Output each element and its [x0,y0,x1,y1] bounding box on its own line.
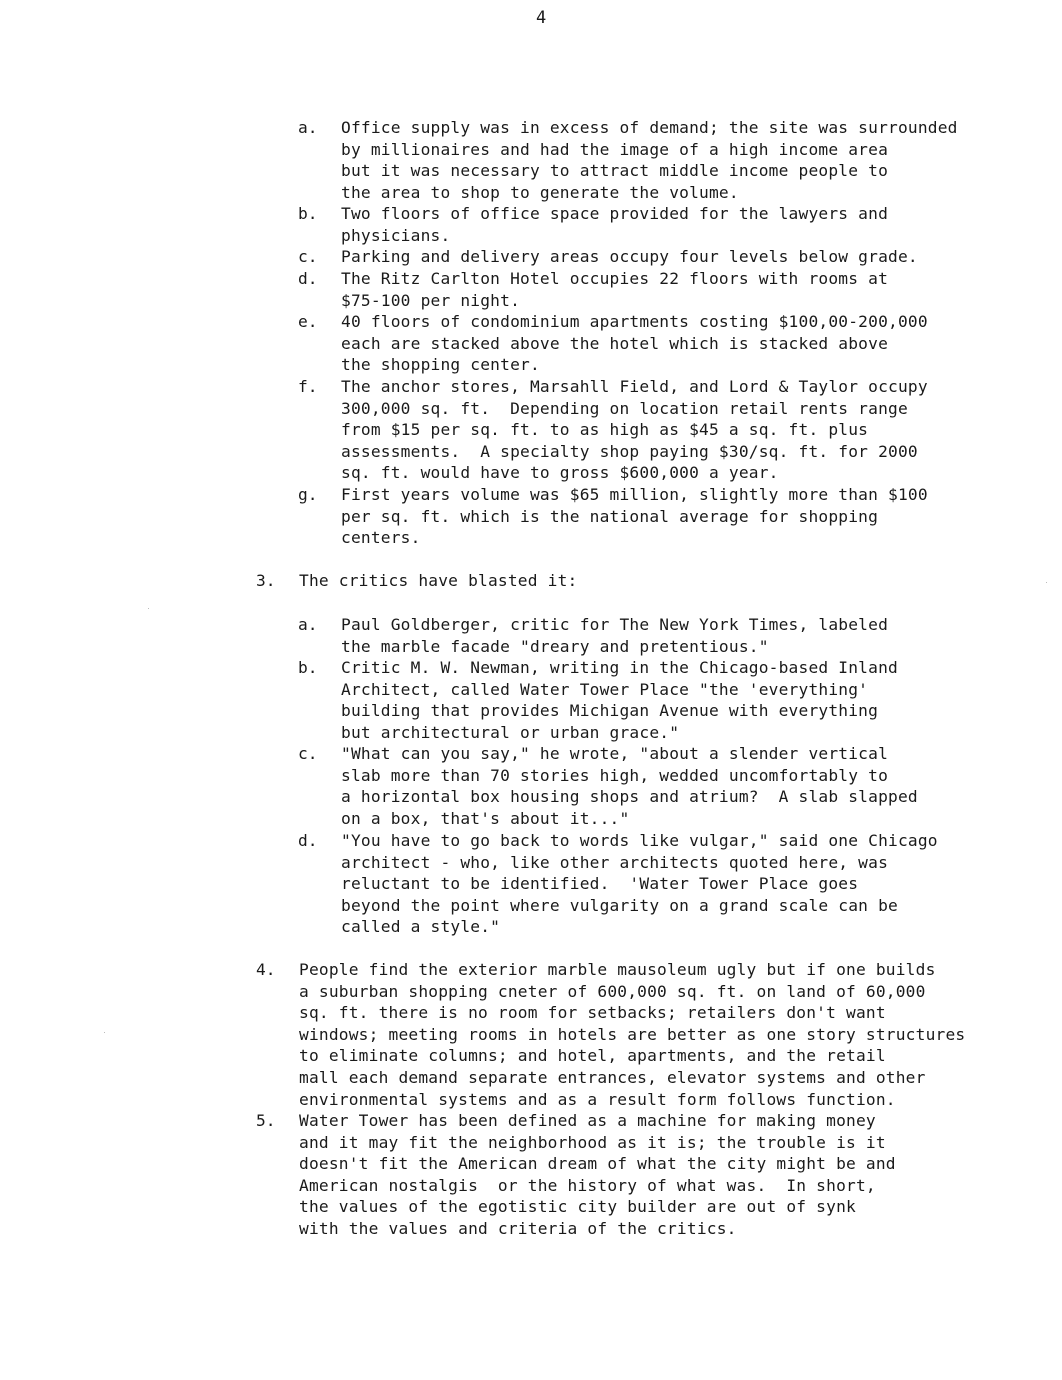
text-line: Two floors of office space provided for the lawyers and [341,204,889,223]
text-line: "You have to go back to words like vulgar," said one Chicago [341,831,938,850]
item-label: c. [298,744,318,763]
text-line: by millionaires and had the image of a high income area [341,139,889,159]
item-label: d. [298,269,318,288]
text-line: The Ritz Carlton Hotel occupies 22 floors with rooms at [341,269,889,288]
text-line: the marble facade "dreary and pretentious." [341,636,769,656]
scan-speck [1046,582,1047,583]
text-line: building that provides Michigan Avenue with everything [341,701,879,721]
item-label: 3. [256,571,276,590]
text-line: Office supply was in excess of demand; the site was surrounded [341,118,958,137]
text-line: assessments. A specialty shop paying $30/sq. ft. for 2000 [341,441,918,461]
item-label: e. [298,312,318,331]
text-line: First years volume was $65 million, slightly more than $100 [341,485,928,504]
text-line: slab more than 70 stories high, wedded uncomfortably to [341,765,889,785]
text-line: and it may fit the neighborhood as it is; the trouble is it [299,1132,886,1152]
text-line: physicians. [341,225,451,245]
item-label: 4. [256,960,276,979]
scan-speck [104,1032,105,1033]
text-line: American nostalgis or the history of what was. In short, [299,1175,876,1195]
text-line: Architect, called Water Tower Place "the 'everything' [341,679,869,699]
item-label: a. [298,118,318,137]
text-line: 40 floors of condominium apartments costing $100,00-200,000 [341,312,928,331]
text-line: called a style." [341,917,501,937]
text-line: architect - who, like other architects quoted here, was [341,852,889,872]
text-line: the values of the egotistic city builder are out of synk [299,1197,856,1217]
text-line: a horizontal box housing shops and atrium? A slab slapped [341,787,918,807]
text-line: The critics have blasted it: [299,571,578,590]
text-line: the area to shop to generate the volume. [341,182,739,202]
text-line: windows; meeting rooms in hotels are better as one story structures [299,1024,966,1044]
item-label: a. [298,615,318,634]
text-line: reluctant to be identified. 'Water Tower Place goes [341,874,859,894]
text-line: with the values and criteria of the critics. [299,1219,737,1238]
text-line: each are stacked above the hotel which is stacked above [341,333,889,353]
text-line: beyond the point where vulgarity on a grand scale can be [341,895,898,915]
item-label: f. [298,377,318,396]
text-line: The anchor stores, Marsahll Field, and Lord & Taylor occupy [341,377,928,396]
text-line: Critic M. W. Newman, writing in the Chicago-based Inland [341,658,898,677]
page-number: 4 [536,8,547,28]
text-line: per sq. ft. which is the national average for shopping [341,506,879,526]
text-line: sq. ft. would have to gross $600,000 a year. [341,463,779,483]
item-label: c. [298,247,318,266]
text-line: from $15 per sq. ft. to as high as $45 a sq. ft. plus [341,420,869,440]
text-line: mall each demand separate entrances, elevator systems and other [299,1068,926,1087]
text-line: Water Tower has been defined as a machine for making money [299,1111,876,1130]
text-line: People find the exterior marble mausoleum ugly but if one builds [299,960,936,979]
text-line: 300,000 sq. ft. Depending on location retail rents range [341,398,908,418]
text-line: a suburban shopping cneter of 600,000 sq. ft. on land of 60,000 [299,981,926,1001]
text-line: the shopping center. [341,355,540,375]
item-label: 5. [256,1111,276,1130]
item-label: d. [298,831,318,850]
text-line: Parking and delivery areas occupy four levels below grade. [341,247,918,266]
text-line: sq. ft. there is no room for setbacks; retailers don't want [299,1003,886,1023]
text-line: "What can you say," he wrote, "about a slender vertical [341,744,889,763]
text-line: $75-100 per night. [341,290,521,310]
text-line: to eliminate columns; and hotel, apartments, and the retail [299,1046,886,1066]
item-label: b. [298,658,318,677]
text-line: doesn't fit the American dream of what the city might be and [299,1154,896,1174]
text-line: centers. [341,528,421,548]
text-line: but it was necessary to attract middle income people to [341,161,889,181]
text-line: but architectural or urban grace." [341,722,680,742]
scan-speck [148,608,149,609]
item-label: g. [298,485,318,504]
text-line: Paul Goldberger, critic for The New York Times, labeled [341,615,889,634]
text-line: environmental systems and as a result form follows function. [299,1089,896,1109]
text-line: on a box, that's about it..." [341,808,630,828]
item-label: b. [298,204,318,223]
